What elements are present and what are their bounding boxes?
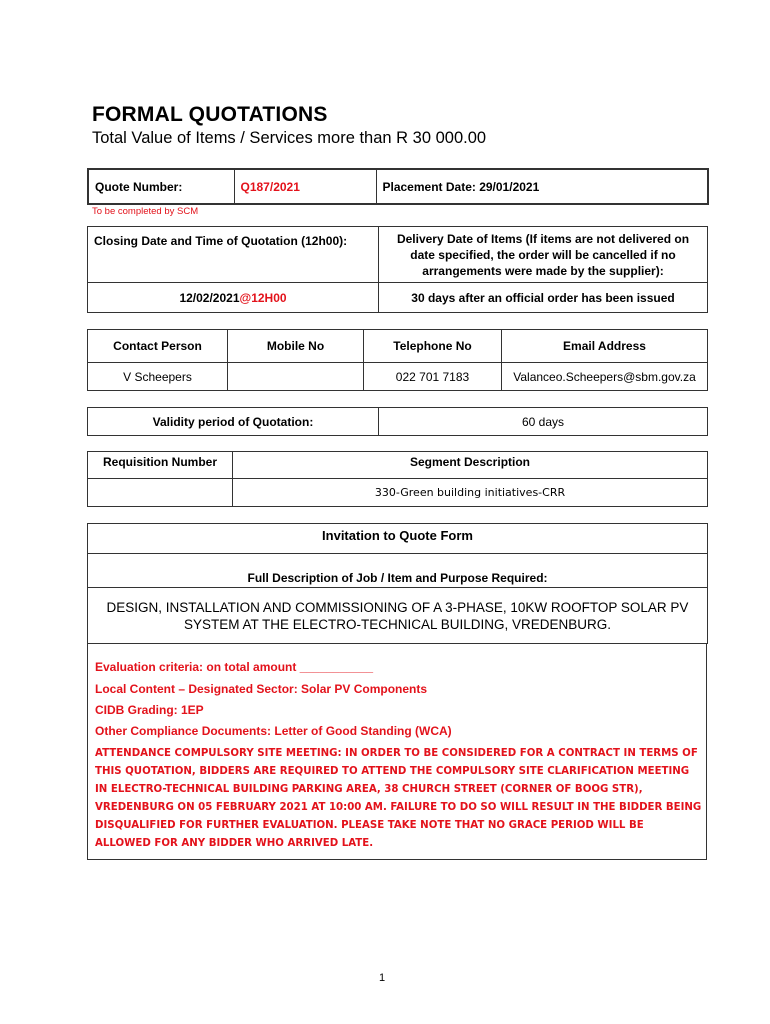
attendance-notice: ATTENDANCE COMPULSORY SITE MEETING: IN ORDER TO BE CONSIDERED FOR A CONTRACT IN TERMS OF THIS QUOTATION, BIDDERS ARE REQUIRED TO ATTEND THE COMPULSORY SITE CLARIFICATION MEETING IN ELECTRO-TECHNICAL BUILDING PARKING AREA, 38 CHURCH STREET (CORNER OF BOOG STR), VREDENBURG ON 05 FEBRUARY 2021 AT 10:00 AM. FAILURE TO DO SO WILL RESULT IN THE BIDDER BEING DISQUALIFIED FOR FURTHER EVALUATION. PLEASE TAKE NOTE THAT NO GRACE PERIOD WILL BE ALLOWED FOR ANY BIDDER WHO ARRIVED LATE. [95,748,702,849]
job-description: DESIGN, INSTALLATION AND COMMISSIONING OF A 3-PHASE, 10KW ROOFTOP SOLAR PV SYSTEM AT THE ELECTRO-TECHNICAL BUILDING, VREDENBURG. [88,588,708,644]
closing-time: @12H00 [239,290,287,305]
invitation-table [87,523,708,644]
quote-number-label: Quote Number: [88,169,234,204]
closing-date: 12/02/2021 [179,290,240,305]
local-content: Local Content – Designated Sector: Solar PV Components [95,682,428,696]
evaluation-criteria: Evaluation criteria: on total amount ___________ [95,660,374,674]
contact-telephone: 022 701 7183 [364,363,502,391]
validity-table [87,407,708,436]
compliance-documents: Other Compliance Documents: Letter of Good Standing (WCA) [95,724,452,738]
closing-date-label: Closing Date and Time of Quotation (12h00): [88,227,379,283]
evaluation-box [87,643,707,860]
delivery-date-label: Delivery Date of Items (If items are not delivered on date specified, the order will be cancelled if no arrangements were made by the supplier): [379,227,708,283]
cidb-grading: CIDB Grading: 1EP [95,703,204,717]
scm-note: To be completed by SCM [92,206,199,217]
contact-header-person: Contact Person [88,330,228,363]
contact-table [87,329,708,391]
quote-number-table [87,168,709,205]
contact-header-email: Email Address [502,330,708,363]
closing-date-value [88,283,379,313]
contact-mobile [228,363,364,391]
segment-description-label: Segment Description [233,452,708,479]
requisition-number-label: Requisition Number [88,452,233,479]
contact-person: V Scheepers [88,363,228,391]
delivery-date-value: 30 days after an official order has been issued [379,283,708,313]
contact-header-mobile: Mobile No [228,330,364,363]
validity-value: 60 days [379,408,708,436]
requisition-table [87,451,708,507]
quote-number-value: Q187/2021 [234,169,376,204]
page-number: 1 [379,972,386,984]
placement-date: Placement Date: 29/01/2021 [376,169,708,204]
page-title: FORMAL QUOTATIONS [92,103,328,126]
full-description-label: Full Description of Job / Item and Purpose Required: [88,554,708,588]
segment-description-value: 330-Green building initiatives-CRR [233,479,708,507]
validity-label: Validity period of Quotation: [88,408,379,436]
requisition-number-value [88,479,233,507]
contact-header-telephone: Telephone No [364,330,502,363]
invitation-title: Invitation to Quote Form [88,524,708,554]
contact-email: Valanceo.Scheepers@sbm.gov.za [502,363,708,391]
page-subtitle: Total Value of Items / Services more than R 30 000.00 [92,129,487,147]
closing-date-table [87,226,708,313]
